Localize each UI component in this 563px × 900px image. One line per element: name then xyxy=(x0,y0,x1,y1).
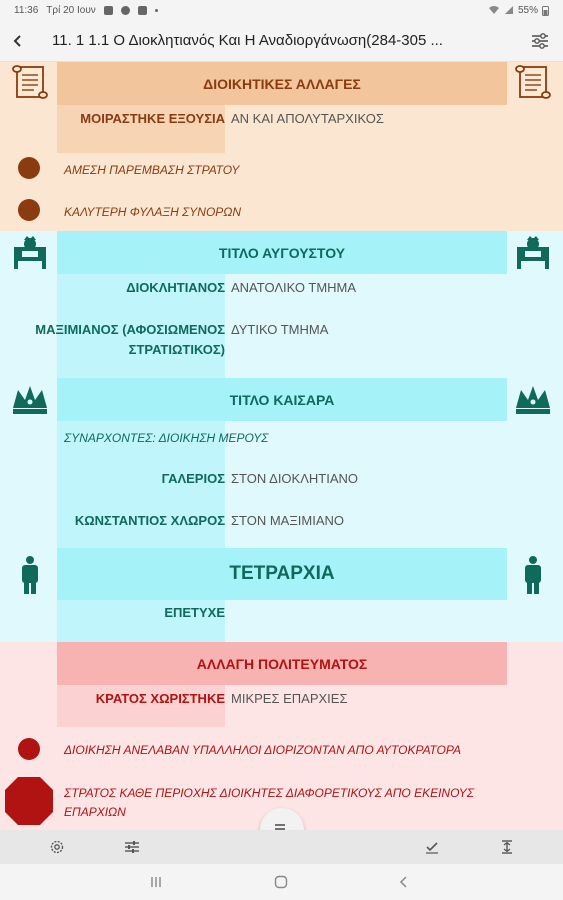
chevron-left-icon xyxy=(11,34,25,48)
back-button[interactable] xyxy=(0,20,36,62)
notification-icon-3 xyxy=(138,6,147,15)
row-label: ΔΙΟΚΛΗΤΙΑΝΟΣ xyxy=(126,280,225,295)
gear-icon xyxy=(49,839,65,855)
collapse-button[interactable] xyxy=(492,830,522,864)
bullet-dot xyxy=(18,157,40,179)
section-admin-changes xyxy=(0,62,563,231)
scroll-icon xyxy=(513,62,553,102)
status-date: Τρί 20 Ιουν xyxy=(46,4,96,16)
filter-button[interactable] xyxy=(517,20,563,62)
signal-icon xyxy=(504,5,514,15)
notification-icon-2 xyxy=(121,6,130,15)
crown-icon xyxy=(513,380,553,420)
throne-icon xyxy=(10,233,50,273)
section-title: ΑΛΛΑΓΗ ΠΟΛΙΤΕΥΜΑΤΟΣ xyxy=(196,655,368,672)
status-time: 11:36 xyxy=(14,4,39,16)
check-button[interactable] xyxy=(417,830,447,864)
wifi-icon xyxy=(488,5,500,15)
page-title: 11. 1 1.1 Ο Διοκλητιανός Και Η Αναδιοργάνωση(284-305 ... xyxy=(52,32,443,49)
vertical-align-icon xyxy=(500,839,514,855)
back-icon xyxy=(397,875,409,889)
row-value: ΔΥΤΙΚΟ ΤΜΗΜΑ xyxy=(231,322,329,337)
section-title: ΔΙΟΙΚΗΤΙΚΕΣ ΑΛΛΑΓΕΣ xyxy=(203,75,361,92)
row-value: ΑΝ ΚΑΙ ΑΠΟΛΥΤΑΡΧΙΚΟΣ xyxy=(231,111,384,126)
bullet-dot xyxy=(18,199,40,221)
section-regime-change xyxy=(0,642,563,830)
section-header[interactable] xyxy=(57,62,507,105)
section-header[interactable] xyxy=(57,548,507,600)
status-bar xyxy=(0,0,563,20)
section-header[interactable] xyxy=(57,378,507,421)
row-label: ΕΠΕΤΥΧΕ xyxy=(164,605,225,620)
section-header[interactable] xyxy=(57,642,507,685)
home-icon xyxy=(274,875,288,889)
bullet-dot xyxy=(18,738,40,760)
row-value: ΜΙΚΡΕΣ ΕΠΑΡΧΙΕΣ xyxy=(231,691,348,706)
bottom-toolbar xyxy=(0,830,563,864)
more-notifications-icon xyxy=(155,9,158,12)
row-label: ΜΟΙΡΑΣΤΗΚΕ ΕΞΟΥΣΙΑ xyxy=(80,111,225,126)
section-title: ΤΙΤΛΟ ΑΥΓΟΥΣΤΟΥ xyxy=(218,244,346,261)
list-item[interactable]: ΑΜΕΣΗ ΠΑΡΕΜΒΑΣΗ ΣΤΡΑΤΟΥ xyxy=(64,163,240,177)
section-titles xyxy=(0,231,563,642)
list-item[interactable]: ΚΑΛΥΤΕΡΗ ΦΥΛΑΞΗ ΣΥΝΟΡΩΝ xyxy=(64,205,242,219)
scroll-icon xyxy=(10,62,50,102)
battery-icon xyxy=(542,5,549,16)
list-item[interactable]: ΣΤΡΑΤΟΣ ΚΑΘΕ ΠΕΡΙΟΧΗΣ ΔΙΟΙΚΗΤΕΣ ΔΙΑΦΟΡΕΤΙΚΟΥΣ ΑΠΟ ΕΚΕΙΝΟΥΣ ΕΠΑΡΧΙΩΝ xyxy=(64,786,474,819)
home-button[interactable] xyxy=(261,864,301,900)
system-nav-bar xyxy=(0,864,563,900)
check-icon xyxy=(424,840,440,854)
row-label: ΚΩΝΣΤΑΝΤΙΟΣ ΧΛΩΡΟΣ xyxy=(74,513,225,528)
row-value: ΑΝΑΤΟΛΙΚΟ ΤΜΗΜΑ xyxy=(231,280,357,295)
notification-icon xyxy=(104,6,113,15)
crown-icon xyxy=(10,380,50,420)
list-item[interactable]: ΔΙΟΙΚΗΣΗ ΑΝΕΛΑΒΑΝ ΥΠΑΛΛΗΛΟΙ ΔΙΟΡΙΖΟΝΤΑΝ ΑΠΟ ΑΥΤΟΚΡΑΤΟΡΑ xyxy=(64,743,461,757)
throne-icon xyxy=(513,233,553,273)
section-title: ΤΙΤΛΟ ΚΑΙΣΑΡΑ xyxy=(229,391,335,408)
app-bar xyxy=(0,20,563,62)
row-label: ΜΑΞΙΜΙΑΝΟΣ (ΑΦΟΣΙΩΜΕΝΟΣ ΣΤΡΑΤΙΩΤΙΚΟΣ) xyxy=(35,322,225,357)
tune-button[interactable] xyxy=(117,830,147,864)
person-icon xyxy=(513,555,553,595)
row-value: ΣΤΟΝ ΔΙΟΚΛΗΤΙΑΝΟ xyxy=(231,471,359,486)
octagon-bullet-icon xyxy=(3,775,55,827)
row-label: ΚΡΑΤΟΣ ΧΩΡΙΣΤΗΚΕ xyxy=(95,691,225,706)
recents-button[interactable] xyxy=(136,864,176,900)
tune-icon xyxy=(530,32,550,50)
system-back-button[interactable] xyxy=(383,864,423,900)
caesar-note[interactable]: ΣΥΝΑΡΧΟΝΤΕΣ: ΔΙΟΙΚΗΣΗ ΜΕΡΟΥΣ xyxy=(64,431,269,445)
section-header[interactable] xyxy=(57,231,507,274)
recents-icon xyxy=(149,876,163,888)
row-value: ΣΤΟΝ ΜΑΞΙΜΙΑΝΟ xyxy=(231,513,345,528)
sliders-icon xyxy=(124,840,140,854)
battery-percent: 55% xyxy=(517,4,538,16)
row-label: ΓΑΛΕΡΙΟΣ xyxy=(161,471,225,486)
settings-button[interactable] xyxy=(42,830,72,864)
person-icon xyxy=(10,555,50,595)
section-title: ΤΕΤΡΑΡΧΙΑ xyxy=(229,563,335,584)
mindmap-content xyxy=(0,62,563,830)
